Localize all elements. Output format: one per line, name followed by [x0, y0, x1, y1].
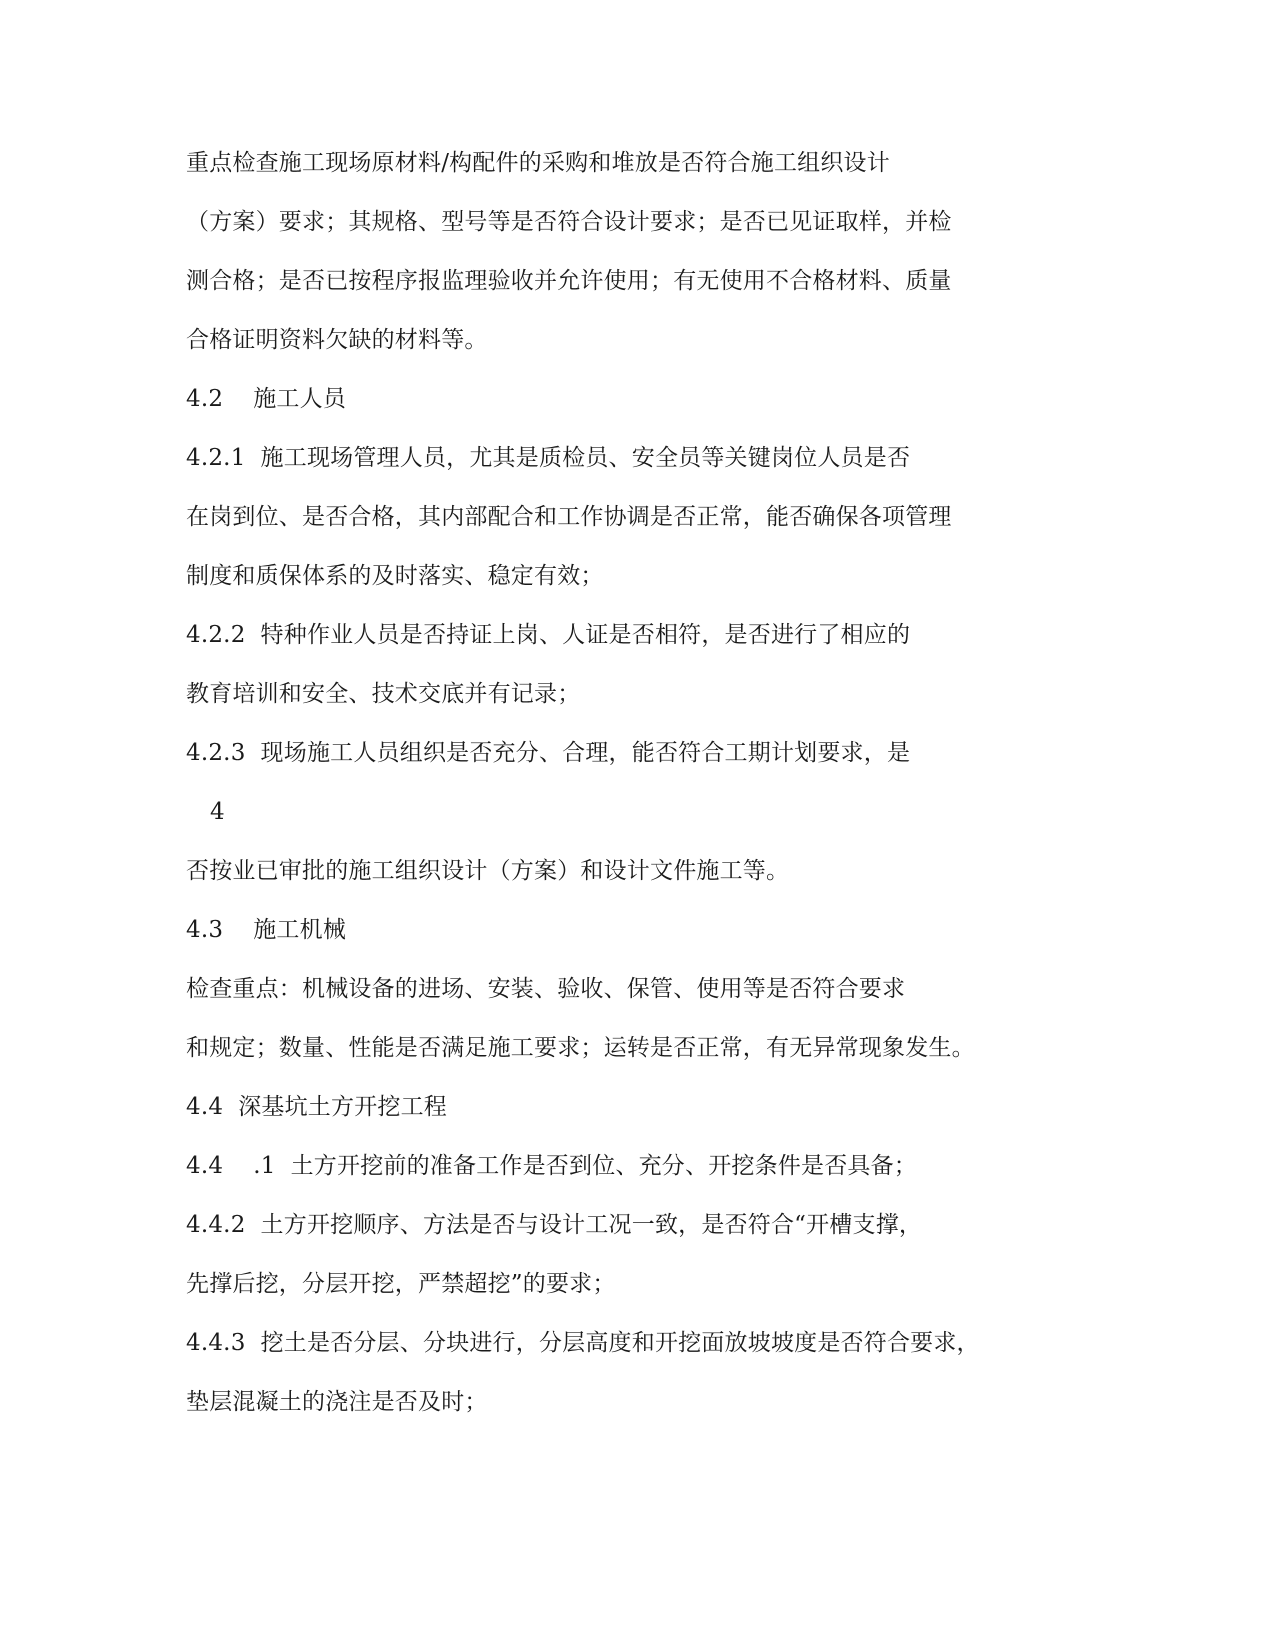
- item-4-2-2-line-2: 教育培训和安全、技术交底并有记录；: [186, 681, 581, 707]
- item-4-3-line-1: 检查重点：机械设备的进场、安装、验收、保管、使用等是否符合要求: [186, 976, 906, 1002]
- item-4-3-line-2: 和规定；数量、性能是否满足施工要求；运转是否正常，有无异常现象发生。: [186, 1035, 975, 1061]
- item-4-2-1-line-2: 在岗到位、是否合格，其内部配合和工作协调是否正常，能否确保各项管理: [186, 504, 952, 530]
- item-4-4-3-line-2: 垫层混凝土的浇注是否及时；: [186, 1389, 488, 1415]
- item-4-4-1-line-1: 4.4 .1 土方开挖前的准备工作是否到位、充分、开挖条件是否具备；: [186, 1153, 917, 1179]
- item-4-2-2-line-1: 4.2.2 特种作业人员是否持证上岗、人证是否相符，是否进行了相应的: [186, 622, 911, 648]
- item-4-2-1-line-3: 制度和质保体系的及时落实、稳定有效；: [186, 563, 604, 589]
- paragraph-line-4: 合格证明资料欠缺的材料等。: [186, 327, 488, 353]
- paragraph-line-2: （方案）要求；其规格、型号等是否符合设计要求；是否已见证取样，并检: [186, 209, 952, 235]
- section-heading-4-3: 4.3 施工机械: [186, 917, 347, 943]
- item-4-2-3-line-1: 4.2.3 现场施工人员组织是否充分、合理，能否符合工期计划要求，是: [186, 740, 911, 766]
- paragraph-line-1: 重点检查施工现场原材料/构配件的采购和堆放是否符合施工组织设计: [186, 150, 890, 176]
- item-4-2-1-line-1: 4.2.1 施工现场管理人员，尤其是质检员、安全员等关键岗位人员是否: [186, 445, 911, 471]
- section-heading-4-4: 4.4 深基坑土方开挖工程: [186, 1094, 447, 1120]
- item-4-4-2-line-1: 4.4.2 土方开挖顺序、方法是否与设计工况一致，是否符合“开槽支撑，: [186, 1212, 923, 1238]
- item-4-2-3-line-2: 否按业已审批的施工组织设计（方案）和设计文件施工等。: [186, 858, 790, 884]
- paragraph-line-3: 测合格；是否已按程序报监理验收并允许使用；有无使用不合格材料、质量: [186, 268, 952, 294]
- page-number: 4: [210, 799, 225, 825]
- section-heading-4-2: 4.2 施工人员: [186, 386, 347, 412]
- item-4-4-3-line-1: 4.4.3 挖土是否分层、分块进行，分层高度和开挖面放坡坡度是否符合要求，: [186, 1330, 980, 1356]
- item-4-4-2-line-2: 先撑后挖，分层开挖，严禁超挖”的要求；: [186, 1271, 616, 1297]
